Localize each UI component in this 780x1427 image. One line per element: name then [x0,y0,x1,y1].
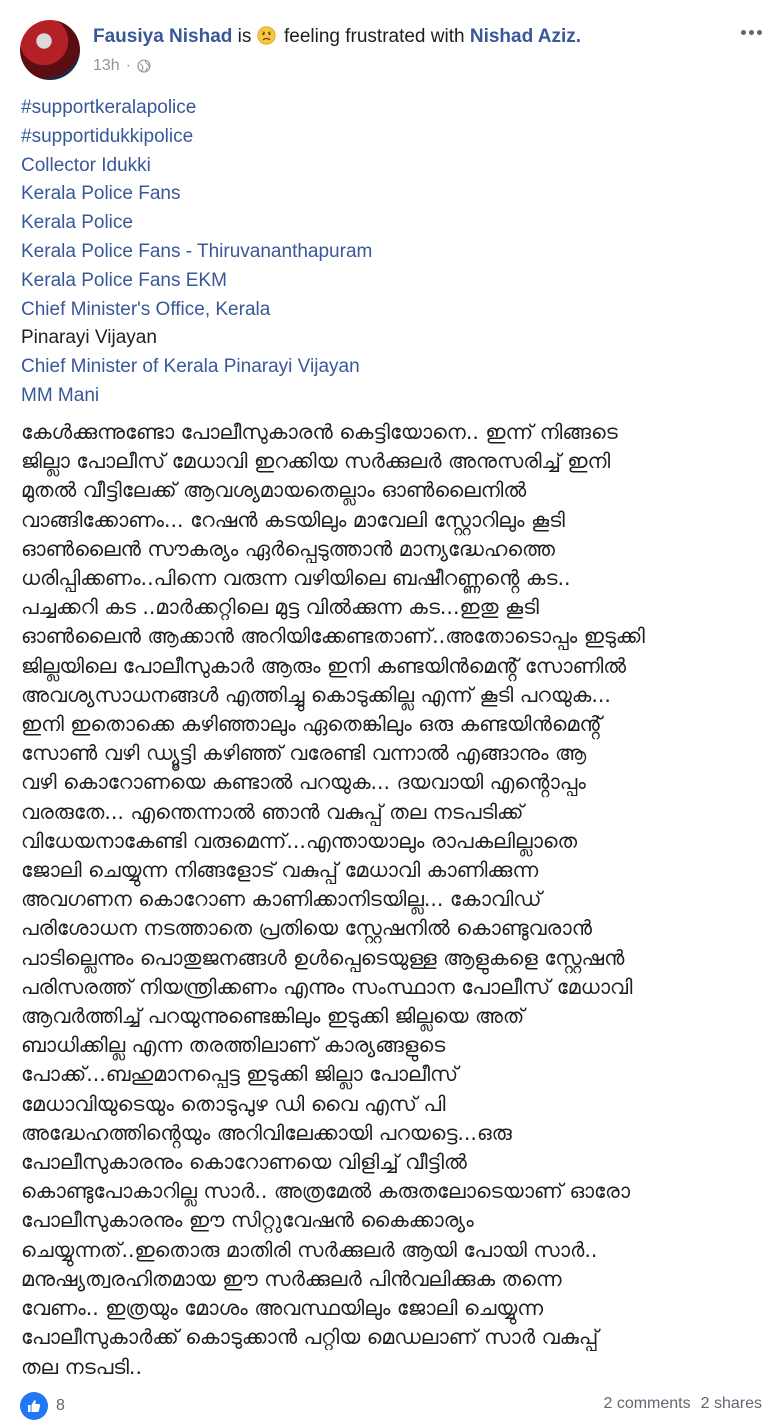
tagged-page-link[interactable]: Chief Minister of Kerala Pinarayi Vijayan [21,356,360,378]
reaction-summary[interactable] [20,1392,65,1420]
author-avatar[interactable] [20,20,80,80]
engagement-links [603,1395,762,1413]
body-line: പരിസരത്ത് നിയന്ത്രിക്കണം എന്നും സംസ്ഥാന പോലീസ് മേധാവി [21,974,633,999]
body-line: വഴി കൊറോണയെ കണ്ടാൽ പറയുക... ദയവായി എൻ്റൊപ്പം [21,770,586,795]
is-text: is [237,26,252,47]
body-line: പാടില്ലെന്നും പൊതുജനങ്ങൾ ഉൾപ്പെടെയുള്ള ആളുകളെ സ്റ്റേഷൻ [21,945,625,970]
post-header-line [93,24,581,50]
hashtag-link[interactable]: #supportidukkipolice [21,125,194,147]
body-line: മേധാവിയുടെയും തൊടുപുഴ ഡി വൈ എസ് പി [21,1091,446,1116]
body-line: ആവർത്തിച്ച് പറയുന്നുണ്ടെങ്കിലും ഇടുക്കി ജില്ലയെ അത് [21,1004,525,1029]
body-line: ധരിപ്പിക്കണം..പിന്നെ വരുന്ന വഴിയിലെ ബഷീറണ്ണൻ്റെ കട.. [21,566,571,591]
body-line: കേൾക്കുന്നുണ്ടോ പോലീസുകാരൻ കെട്ടിയോനെ.. ഇന്ന് നിങ്ങടെ [21,420,618,444]
body-line: ഓൺലൈൻ ആക്കാൻ അറിയിക്കേണ്ടതാണ്..അതോടൊപ്പം ഇടുക്കി [21,624,645,649]
meta-separator: · [125,57,132,74]
body-line: ചെയ്യുന്നത്..ഇതൊരു മാതിരി സർക്കുലർ ആയി പോയി സാർ.. [21,1237,598,1262]
body-line: ബാധിക്കില്ല എന്ന തരത്തിലാണ് കാര്യങ്ങളുടെ [21,1033,446,1058]
frustrated-emoji-icon [257,26,276,45]
post-timestamp[interactable]: 13h [93,57,120,74]
body-line: അവഗണന കൊറോണ കാണിക്കാനിടയില്ല... കോവിഡ് [21,887,542,912]
author-name-link[interactable]: Fausiya Nishad [93,26,233,47]
body-line: പച്ചക്കറി കട ..മാർക്കറ്റിലെ മുട്ട വിൽക്കുന്ന കട...ഇതു കൂടി [21,595,539,620]
feeling-text: feeling frustrated with [283,26,465,47]
body-line: വാങ്ങിക്കോണം... റേഷൻ കടയിലും മാവേലി സ്റ്റോറിലും കൂടി [21,507,565,532]
globe-icon[interactable] [137,59,151,73]
body-line: ഓൺലൈൻ സൗകര്യം ഏർപ്പെടുത്താൻ മാന്യദ്ധേഹത്തെ [21,536,555,561]
tagged-page-link[interactable]: Kerala Police Fans [21,183,181,205]
body-line: പോലീസുകാരനും ഈ സിറ്റുവേഷൻ കൈക്കാര്യം [21,1208,474,1233]
tag-list [21,94,372,411]
body-line: മനുഷ്യത്വരഹിതമായ ഈ സർക്കുലർ പിൻവലിക്കുക തന്നെ [21,1266,562,1291]
post-meta [93,56,151,76]
body-line: മുതൽ വീട്ടിലേക്ക് ആവശ്യമായതെല്ലാം ഓൺലൈനിൽ [21,478,527,503]
body-line: കൊണ്ടുപോകാറില്ല സാർ.. അത്രമേൽ കരുതലോടെയാണ് ഓരോ [21,1179,630,1204]
body-line: വിധേയനാകേണ്ടി വരുമെന്ന്...എന്തായാലും രാപകലില്ലാതെ [21,828,578,853]
tag-plain-text: Pinarayi Vijayan [21,327,157,349]
body-line: വേണം.. ഇത്രയും മോശം അവസ്ഥയിലും ജോലി ചെയ്യുന്ന [21,1296,544,1321]
tagged-page-link[interactable]: Kerala Police Fans - Thiruvananthapuram [21,240,373,262]
like-icon [20,1392,48,1420]
body-line: ജില്ലാ പോലീസ് മേധാവി ഇറക്കിയ സർക്കുലർ അനുസരിച്ച് ഇനി [21,449,611,474]
hashtag-link[interactable]: #supportkeralapolice [21,97,197,118]
more-options-icon[interactable] [736,22,766,42]
body-line: തല നടപടി.. [21,1354,142,1379]
body-line: അദ്ധേഹത്തിൻ്റെയും അറിവിലേക്കായി പറയട്ടെ...ഒരു [21,1120,512,1145]
body-line: വരരുതേ... എന്തെന്നാൽ ഞാൻ വകുപ്പ് തല നടപടിക്ക് [21,799,524,824]
tagged-page-link[interactable]: Kerala Police Fans EKM [21,269,227,291]
reaction-count: 8 [56,1397,65,1414]
body-line: ജില്ലയിലെ പോലീസുകാർ ആരും ഇനി കണ്ടയിൻമെൻ്റ് സോണിൽ [21,653,627,678]
body-line: ജോലി ചെയ്യുന്ന നിങ്ങളോട് വകുപ്പ് മേധാവി കാണിക്കുന്ന [21,858,539,883]
body-line: പോക്ക്...ബഹുമാനപ്പെട്ട ഇടുക്കി ജില്ലാ പോലീസ് [21,1062,459,1087]
comments-count-link[interactable]: 2 comments [603,1395,691,1412]
body-line: സോൺ വഴി ഡ്യൂട്ടി കഴിഞ്ഞ് വരേണ്ടി വന്നാൽ എങ്ങാനും ആ [21,741,587,766]
post-body [21,418,765,1382]
body-line: പോലീസുകാരനും കൊറോണയെ വിളിച്ച് വീട്ടിൽ [21,1150,467,1175]
tagged-page-link[interactable]: Kerala Police [21,212,133,234]
tagged-page-link[interactable]: Collector Idukki [21,154,151,176]
body-line: അവശ്യസാധനങ്ങൾ എത്തിച്ചു കൊടുക്കില്ല എന്ന് കൂടി പറയുക... [21,682,611,707]
shares-count-link[interactable]: 2 shares [700,1395,762,1412]
body-line: ഇനി ഇതൊക്കെ കഴിഞ്ഞാലും ഏതെങ്കിലും ഒരു കണ്ടയിൻമെൻ്റ് [21,712,602,737]
body-line: പരിശോധന നടത്താതെ പ്രതിയെ സ്റ്റേഷനിൽ കൊണ്ടുവരാൻ [21,916,592,941]
body-line: പോലീസുകാർക്ക് കൊടുക്കാൻ പറ്റിയ മെഡലാണ് സാർ വകുപ്പ് [21,1325,599,1350]
tagged-page-link[interactable]: MM Mani [21,384,100,406]
tagged-person-link[interactable]: Nishad Aziz. [469,26,582,47]
tagged-page-link[interactable]: Chief Minister's Office, Kerala [21,298,271,320]
